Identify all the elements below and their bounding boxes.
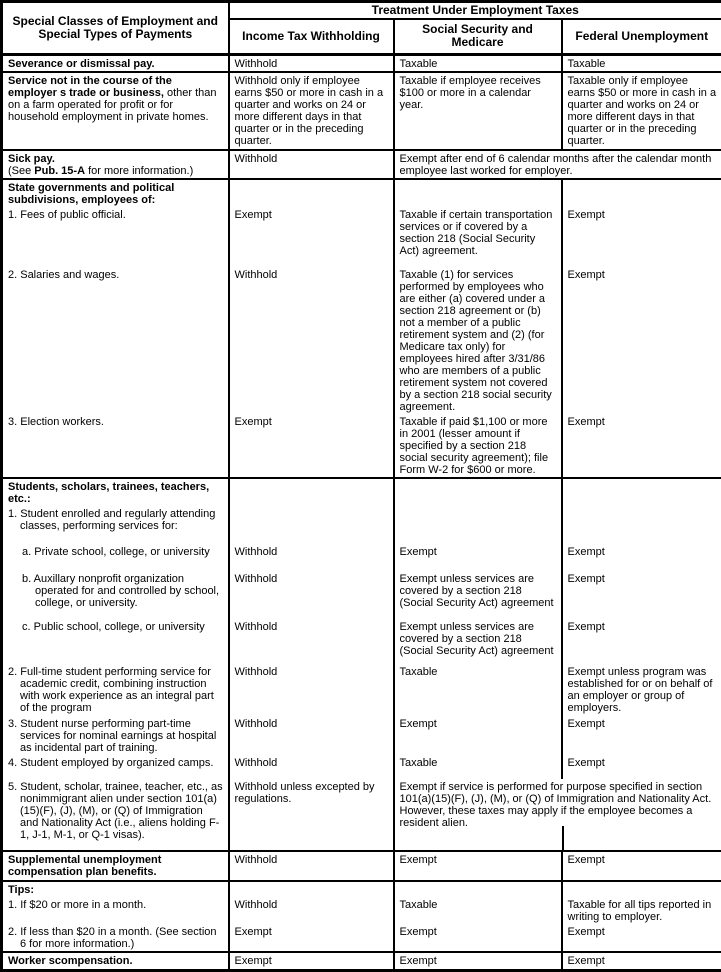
cell-futa: Exempt [562,851,721,881]
row-supplemental [2,851,721,881]
cell-empty [229,506,394,544]
cell-income-tax: Withhold [229,851,394,881]
row-students-fulltime [2,664,721,716]
cell-social-security: Taxable if paid $1,100 or more in 2001 (lesser amount if specified by a section 218 social security agreement); file Form W-2 for $600 or more. [394,414,562,478]
header-social-security-medicare: Social Security and Medicare [394,19,562,54]
cell-social-security: Taxable [394,54,562,72]
cell-social-security: Taxable [394,897,562,924]
row-students-private-school [2,544,721,571]
row-label: 3. Student nurse performing part-time services for nominal earnings at hospital as incidental part of training. [2,716,229,755]
section-heading: Tips: [2,881,229,897]
cell-empty [562,179,721,207]
row-label: 2. If less than $20 in a month. (See section 6 for more information.) [2,924,229,952]
cell-futa: Exempt [562,952,721,971]
cell-income-tax: Withhold [229,755,394,779]
row-label [2,150,229,179]
row-stategov-salaries [2,267,721,414]
cell-empty [394,881,562,897]
header-row-treatment [2,2,721,20]
cell-social-security: Taxable [394,755,562,779]
row-label-bold: Service not in the course of the employer s trade or business, [8,75,172,99]
header-income-tax-withholding: Income Tax Withholding [229,19,394,54]
cell-social-security-futa-span: Exempt if service is performed for purpose specified in section 101(a)(15)(F), (J), (M), or (Q) of Immigration and Nationality Act. However, these taxes may apply if the employee becomes a resident alien. [394,779,721,851]
row-stategov-election-workers [2,414,721,478]
cell-social-security: Exempt [394,924,562,952]
cell-income-tax: Withhold [229,716,394,755]
header-special-classes: Special Classes of Employment and Special Types of Payments [2,2,229,55]
cell-social-security: Exempt unless services are covered by a section 218 (Social Security Act) agreement [394,571,562,619]
cell-income-tax: Withhold [229,544,394,571]
row-label: 3. Election workers. [2,414,229,478]
row-students-camps [2,755,721,779]
cell-income-tax: Withhold [229,619,394,664]
row-severance [2,54,721,72]
row-stategov-fees [2,207,721,267]
cell-income-tax: Withhold unless excepted by regulations. [229,779,394,851]
row-service-not-in-course [2,72,721,150]
cell-empty [562,881,721,897]
cell-empty [562,478,721,506]
cell-futa: Exempt [562,755,721,779]
cell-futa: Exempt [562,414,721,478]
cell-empty [229,881,394,897]
row-tips-less-than-20 [2,924,721,952]
cell-income-tax: Withhold only if employee earns $50 or more in cash in a quarter and works on 24 or more different days in that quarter or in the preceding quarter. [229,72,394,150]
row-label-rest: other than on a farm operated for profit or for household employment in private homes. [8,87,216,123]
cell-income-tax: Withhold [229,664,394,716]
cell-empty [394,179,562,207]
cell-social-security: Taxable if employee receives $100 or more in a calendar year. [394,72,562,150]
column-divider-segment [562,826,564,850]
row-label-bold: Sick pay. [8,153,224,165]
cell-social-security: Exempt [394,851,562,881]
cell-income-tax: Exempt [229,952,394,971]
cell-income-tax: Withhold [229,54,394,72]
cell-social-security: Exempt [394,716,562,755]
cell-futa: Exempt [562,924,721,952]
cell-social-security: Taxable if certain transportation services or if covered by a section 218 (Social Security Act) agreement. [394,207,562,267]
cell-futa: Taxable [562,54,721,72]
cell-income-tax: Exempt [229,207,394,267]
row-tips-20-or-more [2,897,721,924]
row-stategov-heading [2,179,721,207]
row-label: Worker scompensation. [2,952,229,971]
cell-income-tax: Withhold [229,571,394,619]
cell-empty [562,506,721,544]
row-sick-pay [2,150,721,179]
cell-social-security: Taxable (1) for services performed by employees who are either (a) covered under a section 218 agreement or (b) not a member of a public retirement system and (2) (for Medicare tax only) for employees hired after 3/31/86 who are members of a public retirement system not covered by a section 218 social security agreement. [394,267,562,414]
row-students-heading [2,478,721,506]
cell-futa: Exempt unless program was established for or on behalf of an employer or group of employers. [562,664,721,716]
row-label: 1. Student enrolled and regularly attending classes, performing services for: [2,506,229,544]
row-label: 2. Salaries and wages. [2,267,229,414]
cell-income-tax: Withhold [229,897,394,924]
cell-futa: Exempt [562,571,721,619]
cell-empty [229,478,394,506]
cell-empty [394,478,562,506]
header-treatment-title: Treatment Under Employment Taxes [229,2,721,20]
row-label: b. Auxillary nonprofit organization operated for and controlled by school, college, or university. [2,571,229,619]
header-federal-unemployment: Federal Unemployment [562,19,721,54]
cell-futa: Taxable for all tips reported in writing to employer. [562,897,721,924]
cell-income-tax: Exempt [229,924,394,952]
cell-futa: Exempt [562,544,721,571]
row-label: 2. Full-time student performing service for academic credit, combining instruction with work experience as an integral part of the program [2,664,229,716]
section-heading: State governments and political subdivisions, employees of: [2,179,229,207]
row-students-auxiliary-org [2,571,721,619]
cell-income-tax: Withhold [229,267,394,414]
cell-empty [394,506,562,544]
cell-empty [229,179,394,207]
pub-15a-reference: Pub. 15-A [34,165,85,177]
cell-futa: Exempt [562,716,721,755]
row-label: c. Public school, college, or university [2,619,229,664]
row-students-intro [2,506,721,544]
cell-futa: Exempt [562,207,721,267]
cell-income-tax: Withhold [229,150,394,179]
row-label: Severance or dismissal pay. [2,54,229,72]
row-students-nonimmigrant-alien [2,779,721,851]
row-label: Supplemental unemployment compensation plan benefits. [2,851,229,881]
row-students-nurse [2,716,721,755]
cell-futa: Exempt [562,619,721,664]
cell-income-tax: Exempt [229,414,394,478]
row-workers-compensation [2,952,721,971]
row-label: 5. Student, scholar, trainee, teacher, etc., as nonimmigrant alien under section 101(a)(15)(F), (J), (M), or (Q) of Immigration and Nationality Act (i.e., aliens holding F-1, J-1, M-1, or Q-1 visas). [2,779,229,851]
cell-social-security: Exempt [394,544,562,571]
row-label: 1. If $20 or more in a month. [2,897,229,924]
row-label-note: (See Pub. 15-A for more information.) [8,165,224,177]
row-students-public-school [2,619,721,664]
cell-social-security: Exempt [394,952,562,971]
cell-futa: Taxable only if employee earns $50 or more in cash in a quarter and works on 24 or more different days in that quarter or in the preceding quarter. [562,72,721,150]
row-label [2,72,229,150]
section-heading: Students, scholars, trainees, teachers, etc.: [2,478,229,506]
cell-social-security: Taxable [394,664,562,716]
cell-social-security: Exempt unless services are covered by a section 218 (Social Security Act) agreement [394,619,562,664]
cell-social-security-futa-span: Exempt after end of 6 calendar months after the calendar month employee last worked for employer. [394,150,721,179]
cell-futa: Exempt [562,267,721,414]
row-label: a. Private school, college, or university [2,544,229,571]
row-tips-heading [2,881,721,897]
row-label: 1. Fees of public official. [2,207,229,267]
row-label: 4. Student employed by organized camps. [2,755,229,779]
